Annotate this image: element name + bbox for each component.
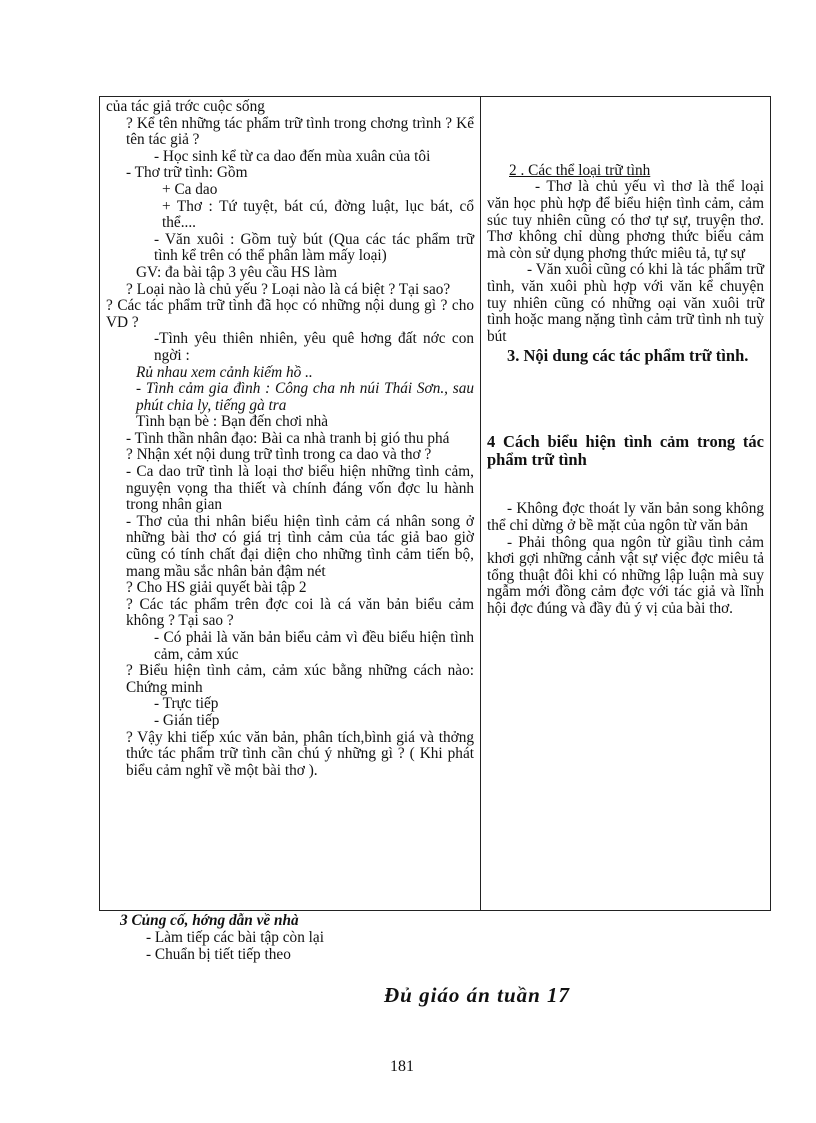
left-line: ? Các tác phẩm trữ tình đã học có những nội dung gì ? cho VD ? bbox=[106, 297, 474, 331]
left-line: ? Cho HS giải quyết bài tập 2 bbox=[126, 579, 307, 597]
left-line: - Có phải là văn bản biểu cảm vì đều biểu hiện tình cảm, cảm xúc bbox=[154, 629, 474, 663]
left-line: ? Vậy khi tiếp xúc văn bản, phân tích,bình giá và thởng thức tác phẩm trữ tình cần chú ý những gì ? ( Khi phát biểu cảm nghĩ về một bài thơ ). bbox=[126, 728, 474, 779]
section4-title: 4 Cách biểu hiện tình cảm trong tác phẩm trữ tình bbox=[487, 432, 764, 469]
section4-paragraph-1: - Không đợc thoát ly văn bản song không thể chỉ dừng ở bề mặt của ngôn từ văn bản bbox=[487, 500, 764, 534]
page-number: 181 bbox=[390, 1058, 414, 1075]
section3-title: 3. Nội dung các tác phẩm trữ tình. bbox=[507, 346, 749, 366]
left-line: - Ca dao trữ tình là loại thơ biểu hiện những tình cảm, nguyện vọng tha thiết và chính đáng vốn đợc lu hành trong nhân gian bbox=[126, 463, 474, 514]
left-line: + Thơ : Tứ tuyệt, bát cú, đờng luật, lục bát, cổ thể.... bbox=[162, 197, 474, 232]
left-line: ? Nhận xét nội dung trữ tình trong ca dao và thơ ? bbox=[126, 446, 432, 464]
homework-item-2: - Chuẩn bị tiết tiếp theo bbox=[146, 946, 291, 963]
left-line: - Trực tiếp bbox=[154, 695, 219, 713]
left-line: - Gián tiếp bbox=[154, 711, 220, 729]
homework-item-1: - Làm tiếp các bài tập còn lại bbox=[146, 929, 324, 946]
left-line: ? Loại nào là chủ yếu ? Loại nào là cá biệt ? Tại sao? bbox=[126, 280, 451, 298]
section4-paragraph-2: - Phải thông qua ngôn từ giầu tình cảm khơi gợi những cảnh vật sự việc đợc miêu tả tổng thuật đôi khi có những lập luận mà suy ngẫm mới đồng cảm đợc với tác giả và lĩnh hội đợc đúng và đầy đủ ý vị của bài thơ. bbox=[487, 533, 764, 617]
homework-section bbox=[120, 912, 324, 963]
left-line: của tác giả trớc cuộc sống bbox=[106, 98, 265, 115]
left-line: - Thơ trữ tình: Gồm bbox=[126, 164, 248, 182]
left-line: ? Biểu hiện tình cảm, cảm xúc bằng những cách nào: Chứng minh bbox=[126, 662, 474, 696]
left-line: - Thơ của thi nhân biểu hiện tình cảm cá nhân song ở những bài thơ có giá trị tình cảm của tác giả bao giờ cũng có tính chất đại diện cho những tình cảm tiến bộ, mang mầu sắc nhân bản đậm nét bbox=[126, 512, 474, 580]
teacher-activity-column bbox=[100, 97, 481, 911]
homework-title: 3 Củng cố, hớng dẫn về nhà bbox=[120, 912, 299, 929]
left-line: + Ca dao bbox=[162, 180, 218, 198]
left-line: - Tình cảm gia đình : Công cha nh núi Thái Sơn., sau phút chia ly, tiếng gà tra bbox=[136, 380, 474, 414]
left-line: Rủ nhau xem cảnh kiếm hồ .. bbox=[136, 363, 313, 381]
section2-title: 2 . Các thể loại trữ tình bbox=[509, 161, 651, 179]
section2-paragraph-1: - Thơ là chủ yếu vì thơ là thể loại văn học phù hợp để biểu hiện tình cảm, cảm súc tuy nhiên cũng có thơ tự sự, truyện thơ. Thơ không chỉ dùng phơng thức biểu cảm mà còn sử dụng phơng thức miêu tả, tự sự bbox=[487, 178, 764, 262]
left-line: ? Các tác phẩm trên đợc coi là cá văn bản biểu cảm không ? Tại sao ? bbox=[126, 595, 474, 630]
left-line: Tình bạn bè : Bạn đến chơi nhà bbox=[136, 413, 329, 431]
left-line: - Tình thần nhân đạo: Bài ca nhà tranh bị gió thu phá bbox=[126, 429, 450, 447]
signoff-text: Đủ giáo án tuần 17 bbox=[384, 983, 571, 1007]
left-line: ? Kể tên những tác phẩm trữ tình trong chơng trình ? Kể tên tác giả ? bbox=[126, 114, 474, 149]
left-line: GV: đa bài tập 3 yêu cầu HS làm bbox=[136, 263, 338, 281]
left-line: - Văn xuôi : Gồm tuỳ bút (Qua các tác phẩm trữ tình kể trên có thể phân làm mấy loại) bbox=[154, 230, 474, 265]
lesson-content-column bbox=[481, 97, 771, 911]
lesson-table bbox=[99, 96, 771, 911]
left-line: - Học sinh kể từ ca dao đến mùa xuân của tôi bbox=[154, 147, 431, 165]
left-column-content bbox=[106, 99, 474, 779]
section2-paragraph-2: - Văn xuôi cũng có khi là tác phẩm trữ tình, văn xuôi phù hợp với văn kể chuyện tuy nhiên cũng có những oại văn xuôi trữ tình hoặc mang nặng tình cảm trữ tình nh tuỳ bút bbox=[487, 261, 764, 345]
left-line: -Tình yêu thiên nhiên, yêu quê hơng đất nớc con ngời : bbox=[154, 330, 474, 364]
